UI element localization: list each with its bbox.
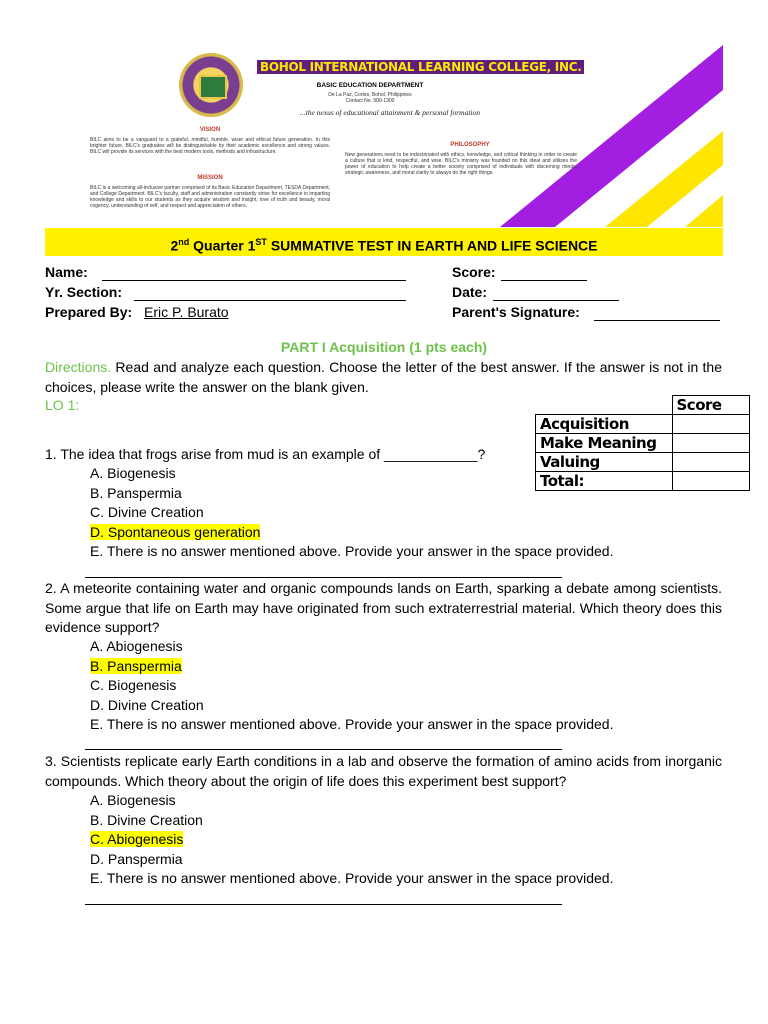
row-label: Acquisition: [536, 415, 673, 434]
score-cell[interactable]: [672, 415, 749, 434]
test-title-bar: [45, 228, 723, 256]
option[interactable]: D. Panspermia: [90, 850, 183, 867]
parent-signature-field[interactable]: [594, 320, 720, 321]
logo-shield-icon: [199, 75, 227, 99]
philosophy-text: New generations need to be indoctrinated with ethics, knowledge, and critical thinking in order to create a culture that is kind, respectful, and wise. BILC's ministry was founded on this ideal and utilizes the power of education to help create a better society comprised of individuals with discerning minds, strategic awareness, and moral clarity to always do the right things.: [345, 152, 577, 176]
score-field[interactable]: [501, 280, 587, 281]
date-field[interactable]: [493, 300, 619, 301]
header-banner: [45, 45, 723, 227]
date-label: Date:: [452, 284, 488, 300]
learning-objective: LO 1:: [45, 397, 80, 413]
answer-blank[interactable]: [85, 904, 562, 905]
score-label: Score:: [452, 264, 496, 280]
directions-label: Directions.: [45, 359, 112, 375]
department-name: BASIC EDUCATION DEPARTMENT: [316, 82, 424, 89]
option[interactable]: E. There is no answer mentioned above. Provide your answer in the space provided.: [90, 870, 614, 886]
section-label: Yr. Section:: [45, 284, 123, 300]
question-3-stem: 3. Scientists replicate early Earth conditions in a lab and observe the formation of amino acids from inorganic compounds. Which theory about the origin of life does this experiment best support?: [45, 753, 722, 789]
question-3-options: [90, 791, 613, 889]
option[interactable]: A. Biogenesis: [90, 792, 176, 808]
score-column-header: Score: [672, 396, 749, 415]
part-heading: PART I Acquisition (1 pts each): [280, 339, 488, 355]
option[interactable]: E. There is no answer mentioned above. Provide your answer in the space provided.: [90, 543, 614, 559]
row-label: Valuing: [536, 453, 673, 472]
test-title: 2nd Quarter 1ST SUMMATIVE TEST IN EARTH AND LIFE SCIENCE: [170, 237, 598, 254]
score-cell[interactable]: [672, 434, 749, 453]
row-label: Make Meaning: [536, 434, 673, 453]
table-row: [536, 396, 750, 415]
option-highlighted[interactable]: D. Spontaneous generation: [90, 523, 261, 540]
question-1-stem: 1. The idea that frogs arise from mud is an example of ____________?: [45, 446, 486, 462]
address: De La Paz, Cortes, Bohol, Philippines: [328, 92, 412, 98]
option[interactable]: C. Biogenesis: [90, 677, 177, 693]
philosophy-heading: PHILOSOPHY: [450, 142, 490, 148]
option[interactable]: C. Divine Creation: [90, 504, 204, 520]
contact-number: Contact No. 500-1300: [345, 98, 395, 104]
question-2-stem: 2. A meteorite containing water and organic compounds lands on Earth, sparking a debate among scientists. Some argue that life on Earth may have originated from such extraterrestrial material. Which theory does this evidence support?: [45, 580, 722, 635]
question-1-options: [90, 464, 613, 562]
answer-blank[interactable]: [85, 749, 562, 750]
prepared-by-value: Eric P. Burato: [144, 304, 229, 320]
option[interactable]: A. Biogenesis: [90, 465, 176, 481]
option[interactable]: E. There is no answer mentioned above. Provide your answer in the space provided.: [90, 716, 614, 732]
option[interactable]: B. Divine Creation: [90, 811, 203, 828]
name-label: Name:: [45, 264, 88, 280]
mission-heading: MISSION: [197, 175, 223, 181]
option[interactable]: A. Abiogenesis: [90, 638, 183, 654]
school-name: BOHOL INTERNATIONAL LEARNING COLLEGE, INC.: [257, 58, 584, 76]
vision-heading: VISION: [199, 127, 221, 133]
name-field[interactable]: [102, 280, 406, 281]
option-highlighted[interactable]: B. Panspermia: [90, 657, 182, 674]
option-highlighted[interactable]: C. Abiogenesis: [90, 831, 184, 847]
tagline: ...the nexus of educational attainment & personal formation: [300, 108, 480, 117]
answer-blank[interactable]: [85, 577, 562, 578]
score-cell[interactable]: [672, 472, 749, 491]
mission-text: BILC is a welcoming all-inclusive partner comprised of its Basic Education Department, TESDA Department, and College Department. BILC's faculty, staff and administration constantly strive for excellence in imparting knowledge and skills to our students as they acquire wisdom and insight, love of truth and beauty, moral cogency, understanding of self, and respect and appreciation of others.: [90, 185, 330, 209]
option[interactable]: B. Panspermia: [90, 484, 182, 501]
directions: [45, 358, 722, 397]
vision-text: BILC aims to be a vanguard to a grateful, mindful, humble, wiser and ethical future generation. In this brighter future, BILC's graduates will be distinguishable by their academic excellence and strong values. BILC will provide its services with the best modern tools, methods and infrastructure.: [90, 137, 330, 155]
option[interactable]: D. Divine Creation: [90, 696, 204, 713]
question-2-options: [90, 637, 613, 735]
section-field[interactable]: [134, 300, 406, 301]
table-row: [536, 434, 750, 453]
directions-text: Read and analyze each question. Choose the letter of the best answer. If the answer is not in the choices, please write the answer on the blank given.: [45, 359, 722, 395]
row-label: Total:: [536, 472, 673, 491]
table-row: [536, 415, 750, 434]
prepared-by-label: Prepared By:: [45, 304, 133, 320]
score-cell[interactable]: [672, 453, 749, 472]
parent-signature-label: Parent's Signature:: [452, 304, 580, 320]
